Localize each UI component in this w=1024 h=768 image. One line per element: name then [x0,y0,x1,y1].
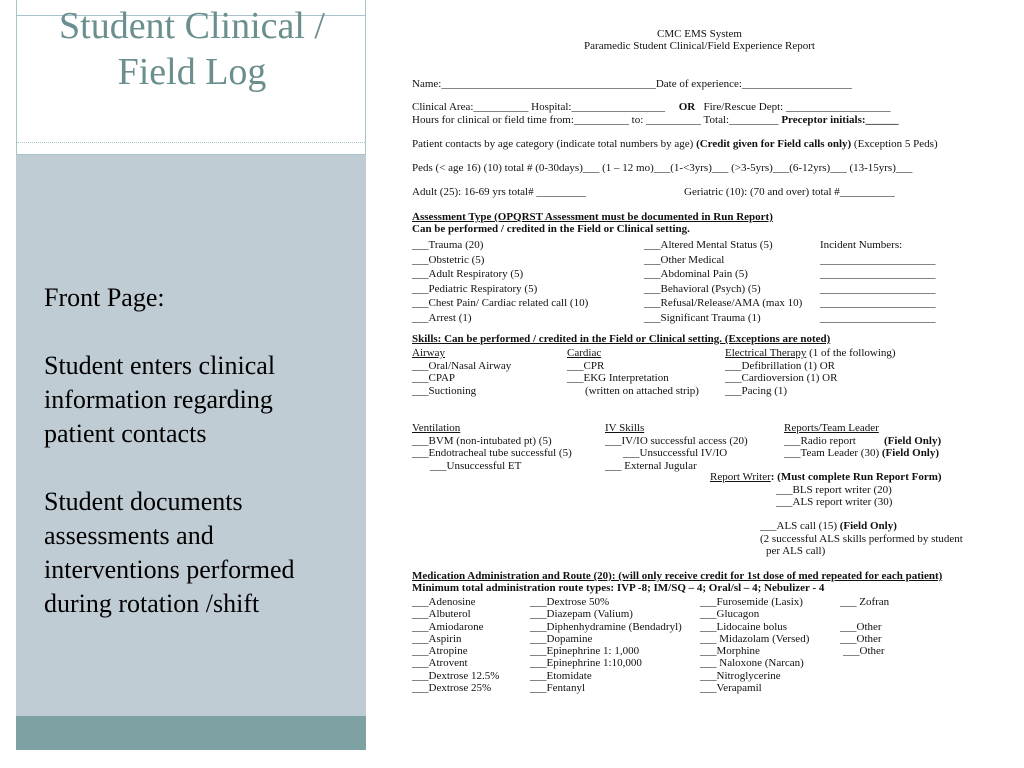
med-item: ___Glucagon [700,608,760,621]
med-item: ___Fentanyl [530,682,585,695]
assess-item: ___Adult Respiratory (5) [412,268,524,280]
title-bottom-rule [17,142,365,143]
adult-line: Adult (25): 16-69 yrs total# _________ [412,186,586,198]
assess-item: ___Obstetric (5) [412,253,485,266]
assess-item: ___Pediatric Respiratory (5) [412,282,538,295]
med-item: ___Epinephrine 1:10,000 [530,657,642,670]
electrical-heading: Electrical Therapy [725,347,807,359]
med-item: ___Other [840,632,882,645]
skill-item: ___ALS report writer (30) [776,496,893,508]
assess-item: ___Arrest (1) [412,311,472,324]
skill-item: ___Team Leader (30) [784,447,880,459]
med-item: ___Diazepam (Valium) [530,608,633,621]
skill-item: ___Defibrillation (1) OR [725,359,835,372]
iv-skills-heading: IV Skills [605,422,645,434]
meds-col-2 [530,596,682,694]
slide-title: Student Clinical / Field Log [59,5,325,93]
skill-item: ___Unsuccessful ET [430,459,522,472]
med-item [840,608,889,620]
skill-item: ___Unsuccessful IV/IO [623,447,728,459]
als-note: per ALS call) [766,545,826,557]
form-title: Paramedic Student Clinical/Field Experience Report [584,40,815,52]
med-item: ___Dextrose 50% [530,596,610,608]
skill-item: ___Cardioversion (1) OR [725,372,838,384]
geriatric-line: Geriatric (10): (70 and over) total #__________ [684,186,895,198]
skill-item: ___BVM (non-intubated pt) (5) [412,434,552,447]
assessment-subtitle: Can be performed / credited in the Field or Clinical setting. [412,223,690,235]
airway-col [412,347,511,397]
meds-col-4 [840,596,889,657]
title-box [16,0,366,155]
preceptor-initials: Preceptor initials:______ [781,114,899,126]
report-writer-heading: Report Writer [710,471,771,483]
body-para-1: Front Page: [44,283,165,312]
cardiac-col [567,347,699,397]
peds-line: Peds (< age 16) (10) total # (0-30days)___ (1 – 12 mo)___(1-<3yrs)___ (>3-5yrs)___(6-12yrs)___ (13-15yrs)___ [412,162,913,174]
skill-item: ___IV/IO successful access (20) [605,434,748,447]
airway-heading: Airway [412,347,445,359]
assess-item: ___Chest Pain/ Cardiac related call (10) [412,297,589,309]
assessment-title: Assessment Type (OPQRST Assessment must be documented in Run Report) [412,211,773,223]
assess-item: ___Altered Mental Status (5) [644,239,773,251]
iv-skills-col [605,422,748,472]
report-form [412,28,987,700]
form-org: CMC EMS System [657,28,742,40]
als-call-col [760,520,963,558]
med-item: ___ Naloxone (Narcan) [700,657,804,670]
skill-item: ___ External Jugular [605,459,697,472]
report-writer-note: : (Must complete Run Report Form) [770,471,942,483]
assess-item: ___Behavioral (Psych) (5) [644,282,761,295]
reports-heading: Reports/Team Leader [784,422,879,434]
med-item: ___Other [843,645,885,658]
clinical-area-line [412,101,890,114]
meds-col-3 [700,596,809,694]
med-item: ___Atrovent [412,657,468,670]
assess-item: ___Other Medical [644,253,725,266]
skill-item: ___CPR [567,359,605,372]
left-bottom-bar [16,716,366,750]
med-item: ___Verapamil [700,682,762,695]
med-item: ___Lidocaine bolus [700,620,788,633]
med-item: ___Diphenhydramine (Bendadryl) [530,620,682,633]
form-header [412,28,987,52]
medication-title: Medication Administration and Route (20): (will only receive credit for 1st dose of med repeated for each patient) [412,570,943,582]
skill-item: ___Suctioning [412,384,477,397]
report-writer-col [710,471,942,509]
skills-title: Skills: Can be performed / credited in the Field or Clinical setting. (Exceptions are noted) [412,333,831,345]
contacts-text: Patient contacts by age category (indicate total numbers by age) [412,138,694,150]
med-item: ___Furosemide (Lasix) [700,596,803,608]
clinical-area-text: Clinical Area:__________ Hospital:_________________ [412,101,665,113]
skill-item: (written on attached strip) [585,384,699,397]
med-item: ___Morphine [700,645,760,658]
field-only-label: (Field Only) [884,434,942,447]
als-note: (2 successful ALS skills performed by student [760,532,963,545]
field-only-label: (Field Only) [881,447,940,459]
skill-item: ___Pacing (1) [725,384,788,397]
assessment-left-col [412,238,588,325]
med-item: ___ Zofran [840,596,890,608]
ventilation-col [412,422,572,472]
med-item: ___ Midazolam (Versed) [700,632,810,645]
contacts-exception: (Exception 5 Peds) [853,138,938,150]
med-item: ___Epinephrine 1: 1,000 [530,645,640,658]
skill-item: ___Endotracheal tube successful (5) [412,447,572,459]
medication-subtitle: Minimum total administration route types: IVP -8; IM/SQ – 4; Oral/sl – 4; Nebulizer - 4 [412,582,825,594]
als-field-only: (Field Only) [839,520,897,532]
body-para-2: Student enters clinical information regarding patient contacts [44,351,276,448]
electrical-col [725,347,896,397]
assess-item: ___Trauma (20) [412,239,484,251]
incident-label: Incident Numbers: [820,239,903,251]
med-item: ___Albuterol [412,608,471,621]
meds-col-1 [412,596,499,694]
skill-item: ___Radio report [784,434,856,447]
body-para-3: Student documents assessments and interventions performed during rotation /shift [44,487,295,618]
contacts-line [412,138,938,151]
name-line: Name:_______________________________________Date of experience:____________________ [412,78,852,90]
assessment-right-col [644,238,802,325]
hours-line [412,114,899,127]
med-item: ___Etomidate [530,669,592,682]
reports-col [784,422,941,460]
incident-numbers: Incident Numbers: _____________________ _____________________ _____________________ _____________________ _____________________ [820,239,936,324]
skill-item: ___Oral/Nasal Airway [412,359,512,372]
or-label: OR [678,101,696,113]
med-item: ___Adenosine [412,596,476,608]
med-item: ___Dextrose 25% [412,682,492,695]
assess-item: ___Abdominal Pain (5) [644,268,748,280]
hours-text: Hours for clinical or field time from:__________ to: __________ Total:_________ [412,114,779,126]
skill-item: ___EKG Interpretation [567,372,669,384]
med-item: ___Nitroglycerine [700,669,781,682]
cardiac-heading: Cardiac [567,347,602,359]
med-item: ___Dextrose 12.5% [412,669,500,682]
als-call: ___ALS call (15) [760,520,837,532]
med-item: ___Other [840,620,882,633]
skill-item: ___BLS report writer (20) [776,483,892,496]
slide-body [44,281,344,655]
med-item: ___Aspirin [412,632,462,645]
med-item: ___Amiodarone [412,620,484,633]
fire-rescue-text: Fire/Rescue Dept: ___________________ [703,101,891,113]
ventilation-heading: Ventilation [412,422,461,434]
contacts-credit: (Credit given for Field calls only) [696,138,852,150]
assess-item: ___Significant Trauma (1) [644,311,761,324]
med-item: ___Atropine [412,645,468,658]
skill-item: ___CPAP [412,372,456,384]
med-item: ___Dopamine [530,632,593,645]
electrical-note: (1 of the following) [806,347,896,359]
assess-item: ___Refusal/Release/AMA (max 10) [644,297,803,309]
